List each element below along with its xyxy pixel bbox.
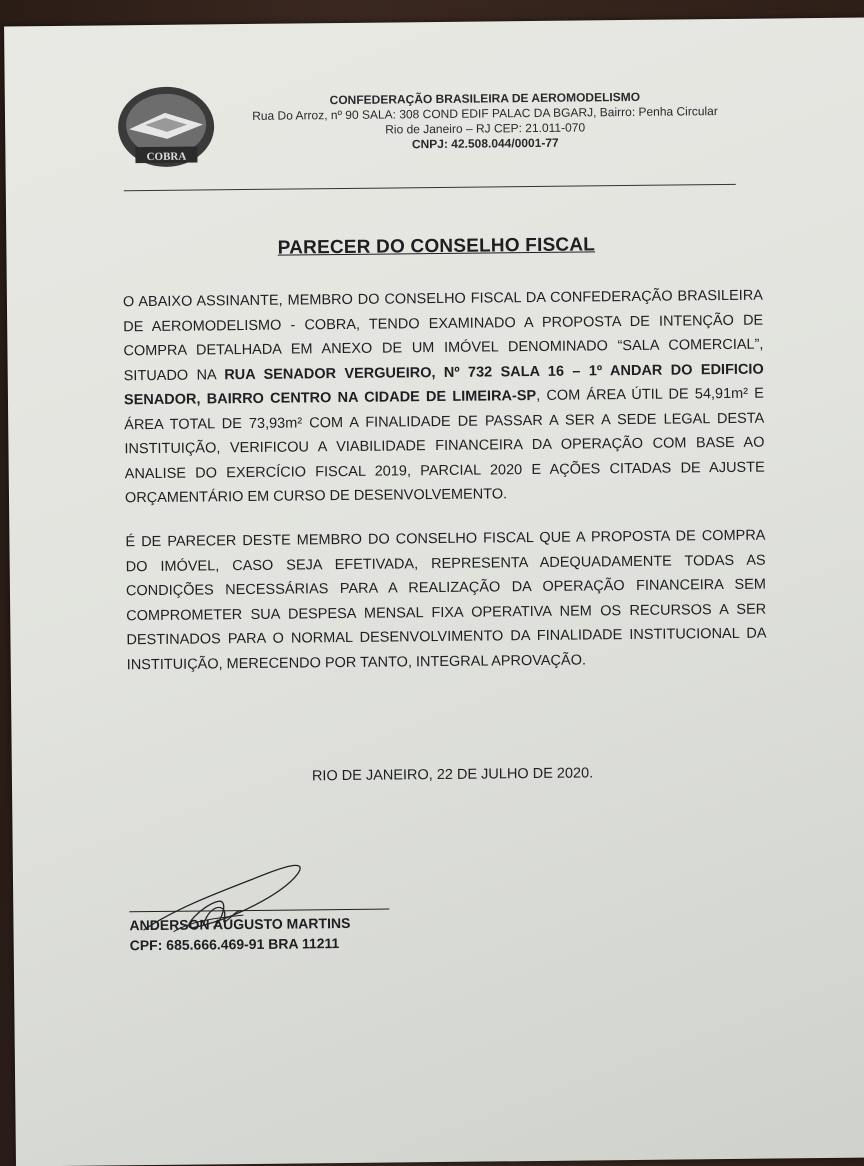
signatory-name: ANDERSON AUGUSTO MARTINS: [129, 914, 351, 934]
paragraph-1: [123, 284, 765, 511]
paragraph-2: É DE PARECER DESTE MEMBRO DO CONSELHO FISCAL QUE A PROPOSTA DE COMPRA DO IMÓVEL, CASO SEJA EFETIVADA, REPRESENTA ADEQUADAMENTE TODAS AS CONDIÇÕES NECESSÁRIAS PARA A REALIZAÇÃO DA OPERAÇÃO FINANCEIRA SEM COMPROMETER SUA DESPESA MENSAL FIXA OPERATIVA NEM OS RECURSOS A SER DESTINADOS PARA O NORMAL DESENVOLVIMENTO DA FINALIDADE INSTITUCIONAL DA INSTITUIÇÃO, MERECENDO POR TANTO, INTEGRAL APROVAÇÃO.: [125, 527, 767, 673]
logo-text: COBRA: [146, 150, 187, 164]
paragraph-1-part1: O ABAIXO ASSINANTE, MEMBRO DO CONSELHO FISCAL DA CONFEDERAÇÃO BRASILEIRA DE AEROMODELISMO - COBRA, TENDO EXAMINADO A PROPOSTA DE INTENÇÃO DE COMPRA DETALHADA EM ANEXO DE UM IMÓVEL DENOMINADO “SALA COMERCIAL”, SITUADO NA: [122, 287, 764, 384]
address-line2: Rio de Janeiro – RJ CEP: 21.011-070: [385, 120, 586, 137]
document-page: [4, 18, 864, 1166]
cnpj: CNPJ: 42.508.044/0001-77: [411, 135, 559, 152]
org-name: CONFEDERAÇÃO BRASILEIRA DE AEROMODELISMO: [329, 89, 641, 108]
signatory-block: [129, 913, 350, 955]
header-divider: [124, 184, 736, 191]
paragraph-1-part2: , COM ÁREA ÚTIL DE 54,91m² E ÁREA TOTAL DE 73,93m² COM A FINALIDADE DE PASSAR A SER A SEDE LEGAL DESTA INSTITUIÇÃO, VERIFICOU A VIABILIDADE FINANCEIRA DA OPERAÇÃO COM BASE AO ANALISE DO EXERCÍCIO FISCAL 2019, PARCIAL 2020 E AÇÕES CITADAS DE AJUSTE ORÇAMENTÁRIO EM CURSO DE DESENVOLVEMENTO.: [124, 385, 765, 507]
date-line: RIO DE JANEIRO, 22 DE JULHO DE 2020.: [311, 765, 594, 785]
letterhead: [235, 89, 736, 154]
address-line1: Rua Do Arroz, nº 90 SALA: 308 COND EDIF PALAC DA BGARJ, Bairro: Penha Circular: [252, 104, 718, 123]
document-title: PARECER DO CONSELHO FISCAL: [277, 234, 596, 259]
signatory-id: CPF: 685.666.469-91 BRA 11211: [129, 935, 340, 954]
cobra-logo: [115, 84, 218, 169]
property-address: RUA SENADOR VERGUEIRO, Nº 732 SALA 16 – 1º ANDAR DO EDIFICIO SENADOR, BAIRRO CENTRO NA CIDADE DE LIMEIRA-SP: [123, 361, 764, 409]
